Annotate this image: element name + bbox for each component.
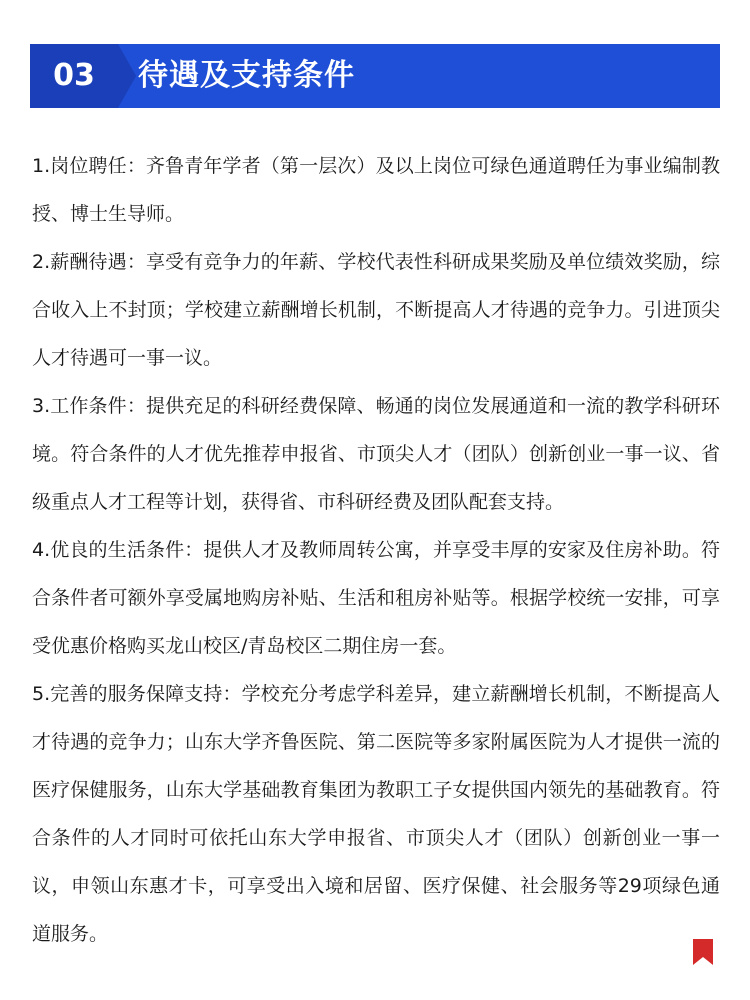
paragraph-living-conditions: 4.优良的生活条件：提供人才及教师周转公寓，并享受丰厚的安家及住房补助。符合条件者可额外享受属地购房补贴、生活和租房补贴等。根据学校统一安排，可享受优惠价格购买龙山校区/青岛校区二期住房一套。 (32, 539, 720, 657)
section-title: 待遇及支持条件 (138, 58, 355, 93)
section-header (30, 44, 720, 108)
paragraph-service-support: 5.完善的服务保障支持：学校充分考虑学科差异，建立薪酬增长机制，不断提高人才待遇的竞争力；山东大学齐鲁医院、第二医院等多家附属医院为人才提供一流的医疗保健服务，山东大学基础教育集团为教职工子女提供国内领先的基础教育。符合条件的人才同时可依托山东大学申报省、市顶尖人才（团队）创新创业一事一议，申领山东惠才卡，可享受出入境和居留、医疗保健、社会服务等29项绿色通道服务。 (32, 683, 720, 945)
paragraph-working-conditions: 3.工作条件：提供充足的科研经费保障、畅通的岗位发展通道和一流的教学科研环境。符合条件的人才优先推荐申报省、市顶尖人才（团队）创新创业一事一议、省级重点人才工程等计划，获得省、市科研经费及团队配套支持。 (32, 395, 720, 513)
body-text (32, 142, 720, 958)
paragraph-salary: 2.薪酬待遇：享受有竞争力的年薪、学校代表性科研成果奖励及单位绩效奖励，综合收入上不封顶；学校建立薪酬增长机制，不断提高人才待遇的竞争力。引进顶尖人才待遇可一事一议。 (32, 251, 720, 369)
bookmark-icon[interactable] (692, 938, 714, 966)
section-number: 03 (30, 44, 118, 108)
paragraph-position-appointment: 1.岗位聘任：齐鲁青年学者（第一层次）及以上岗位可绿色通道聘任为事业编制教授、博士生导师。 (32, 155, 720, 225)
